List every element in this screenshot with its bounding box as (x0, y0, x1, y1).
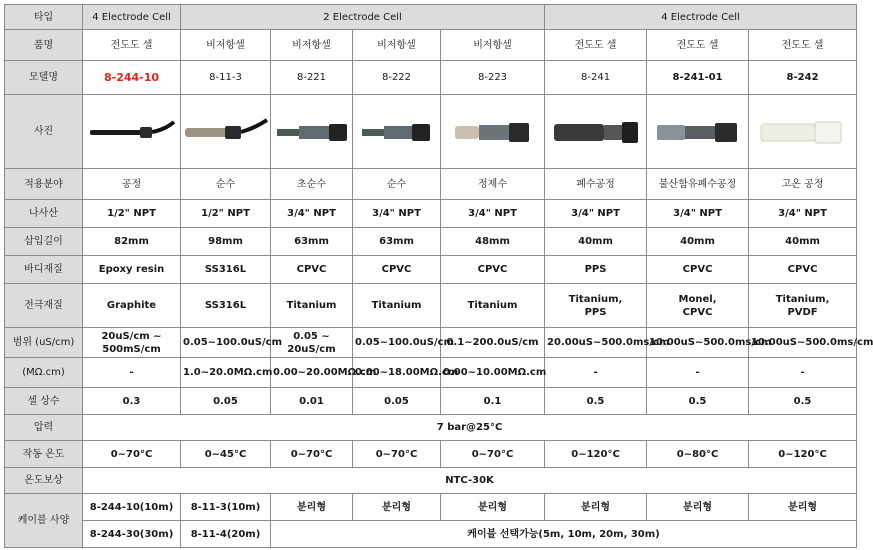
label-thread: 나사산 (5, 200, 83, 228)
electrode-cell: SS316L (181, 284, 271, 328)
body-cell: CPVC (749, 256, 857, 284)
row-pressure (5, 415, 857, 441)
resistivity-cell: 0.00~20.00MΩ.cm (271, 358, 353, 388)
temp-cell: 0~70°C (83, 441, 181, 468)
photo-cell (83, 95, 181, 169)
depth-cell: 40mm (545, 228, 647, 256)
thread-cell: 3/4" NPT (271, 200, 353, 228)
electrode-cell: Titanium, PVDF (749, 284, 857, 328)
photo-cell (181, 95, 271, 169)
label-temp: 작동 온도 (5, 441, 83, 468)
product-cell: 전도도 셀 (647, 30, 749, 61)
temp-cell: 0~70°C (271, 441, 353, 468)
body-cell: Epoxy resin (83, 256, 181, 284)
range-cell: 0.05 ~ 20uS/cm (271, 328, 353, 358)
label-model: 모델명 (5, 61, 83, 95)
photo-cell (647, 95, 749, 169)
application-cell: 폐수공정 (545, 169, 647, 200)
thread-cell: 3/4" NPT (545, 200, 647, 228)
constant-cell: 0.05 (181, 388, 271, 415)
body-cell: CPVC (271, 256, 353, 284)
thread-cell: 3/4" NPT (749, 200, 857, 228)
label-body: 바디재질 (5, 256, 83, 284)
range-cell: 0.05~100.0uS/cm (353, 328, 441, 358)
resistivity-cell: - (545, 358, 647, 388)
label-product: 품명 (5, 30, 83, 61)
resistivity-cell: - (647, 358, 749, 388)
label-constant: 셀 상수 (5, 388, 83, 415)
temp-cell: 0~45°C (181, 441, 271, 468)
model-cell: 8-221 (271, 61, 353, 95)
body-cell: CPVC (647, 256, 749, 284)
constant-cell: 0.05 (353, 388, 441, 415)
row-resistivity (5, 358, 857, 388)
cable-cell: 8-11-4(20m) (181, 521, 271, 548)
label-application: 적용분야 (5, 169, 83, 200)
row-electrode (5, 284, 857, 328)
model-cell: 8-241-01 (647, 61, 749, 95)
row-constant (5, 388, 857, 415)
cable-cell: 분리형 (545, 494, 647, 521)
body-cell: CPVC (441, 256, 545, 284)
label-electrode: 전극재질 (5, 284, 83, 328)
thread-cell: 3/4" NPT (353, 200, 441, 228)
row-thread (5, 200, 857, 228)
model-cell-highlight: 8-244-10 (83, 61, 181, 95)
resistivity-cell: - (83, 358, 181, 388)
electrode-cell: Titanium (271, 284, 353, 328)
graphite-probe-icon (86, 112, 178, 152)
label-pressure: 압력 (5, 415, 83, 441)
depth-cell: 48mm (441, 228, 545, 256)
product-cell: 비저항셀 (181, 30, 271, 61)
cable-cell: 분리형 (271, 494, 353, 521)
constant-cell: 0.1 (441, 388, 545, 415)
photo-cell (353, 95, 441, 169)
temp-cell: 0~80°C (647, 441, 749, 468)
electrode-cell: Titanium (441, 284, 545, 328)
label-cable: 케이블 사양 (5, 494, 83, 548)
cable-option-span: 케이블 선택가능(5m, 10m, 20m, 30m) (271, 521, 857, 548)
pps-probe-icon (550, 112, 642, 152)
cable-cell: 분리형 (647, 494, 749, 521)
depth-cell: 98mm (181, 228, 271, 256)
electrode-cell: Monel, CPVC (647, 284, 749, 328)
constant-cell: 0.3 (83, 388, 181, 415)
compensation-value: NTC-30K (83, 468, 857, 494)
thread-cell: 3/4" NPT (647, 200, 749, 228)
application-cell: 공정 (83, 169, 181, 200)
application-cell: 고온 공정 (749, 169, 857, 200)
constant-cell: 0.5 (545, 388, 647, 415)
application-cell: 순수 (353, 169, 441, 200)
spec-table (4, 4, 873, 548)
constant-cell: 0.01 (271, 388, 353, 415)
cable-cell: 분리형 (353, 494, 441, 521)
application-cell: 순수 (181, 169, 271, 200)
white-cpvc-probe-icon (757, 112, 849, 152)
range-cell: 10.00uS~500.0ms/cm (647, 328, 749, 358)
label-compensation: 온도보상 (5, 468, 83, 494)
cable-cell: 분리형 (441, 494, 545, 521)
model-cell: 8-223 (441, 61, 545, 95)
depth-cell: 40mm (749, 228, 857, 256)
cable-cell: 분리형 (749, 494, 857, 521)
label-type: 타입 (5, 5, 83, 30)
resistivity-cell: 0.00~10.00MΩ.cm (441, 358, 545, 388)
row-model (5, 61, 857, 95)
product-cell: 비저항셀 (271, 30, 353, 61)
photo-cell (545, 95, 647, 169)
constant-cell: 0.5 (749, 388, 857, 415)
range-cell: 10.00uS~500.0ms/cm (749, 328, 857, 358)
depth-cell: 63mm (271, 228, 353, 256)
model-cell: 8-241 (545, 61, 647, 95)
cpvc-probe-icon (653, 112, 743, 152)
temp-cell: 0~70°C (353, 441, 441, 468)
photo-cell (441, 95, 545, 169)
cable-cell: 8-244-30(30m) (83, 521, 181, 548)
row-cable-1 (5, 494, 857, 521)
resistivity-cell: - (749, 358, 857, 388)
cpvc-probe-icon (358, 112, 436, 152)
depth-cell: 63mm (353, 228, 441, 256)
cable-cell: 8-244-10(10m) (83, 494, 181, 521)
row-type (5, 5, 857, 30)
row-depth (5, 228, 857, 256)
model-cell: 8-242 (749, 61, 857, 95)
row-photo (5, 95, 857, 169)
type-4electrode: 4 Electrode Cell (83, 5, 181, 30)
photo-cell (271, 95, 353, 169)
product-cell: 비저항셀 (441, 30, 545, 61)
type-2electrode: 2 Electrode Cell (181, 5, 545, 30)
temp-cell: 0~70°C (441, 441, 545, 468)
range-cell: 20uS/cm ~ 500mS/cm (83, 328, 181, 358)
depth-cell: 40mm (647, 228, 749, 256)
product-cell: 전도도 셀 (545, 30, 647, 61)
photo-cell (749, 95, 857, 169)
depth-cell: 82mm (83, 228, 181, 256)
cpvc-probe-icon (273, 112, 353, 152)
thread-cell: 1/2" NPT (83, 200, 181, 228)
label-range: 범위 (uS/cm) (5, 328, 83, 358)
model-cell: 8-222 (353, 61, 441, 95)
type-4electrode-b: 4 Electrode Cell (545, 5, 857, 30)
thread-cell: 3/4" NPT (441, 200, 545, 228)
label-depth: 삽입길이 (5, 228, 83, 256)
resistivity-cell: 0.00~18.00MΩ.cm (353, 358, 441, 388)
stainless-probe-icon (183, 112, 269, 152)
electrode-cell: Graphite (83, 284, 181, 328)
product-cell: 전도도 셀 (749, 30, 857, 61)
constant-cell: 0.5 (647, 388, 749, 415)
model-cell: 8-11-3 (181, 61, 271, 95)
thread-cell: 1/2" NPT (181, 200, 271, 228)
range-cell: 0.05~100.0uS/cm (181, 328, 271, 358)
label-resistivity: (MΩ.cm) (5, 358, 83, 388)
application-cell: 불산함유폐수공정 (647, 169, 749, 200)
row-cable-2 (5, 521, 857, 548)
temp-cell: 0~120°C (545, 441, 647, 468)
row-compensation (5, 468, 857, 494)
row-range (5, 328, 857, 358)
pressure-value: 7 bar@25°C (83, 415, 857, 441)
temp-cell: 0~120°C (749, 441, 857, 468)
row-product (5, 30, 857, 61)
row-body (5, 256, 857, 284)
product-cell: 전도도 셀 (83, 30, 181, 61)
range-cell: 0.1~200.0uS/cm (441, 328, 545, 358)
application-cell: 정제수 (441, 169, 545, 200)
row-temp (5, 441, 857, 468)
body-cell: CPVC (353, 256, 441, 284)
cpvc-probe-icon (451, 112, 535, 152)
body-cell: PPS (545, 256, 647, 284)
body-cell: SS316L (181, 256, 271, 284)
row-application (5, 169, 857, 200)
product-cell: 비저항셀 (353, 30, 441, 61)
electrode-cell: Titanium (353, 284, 441, 328)
label-photo: 사진 (5, 95, 83, 169)
range-cell: 20.00uS~500.0ms/cm (545, 328, 647, 358)
electrode-cell: Titanium, PPS (545, 284, 647, 328)
cable-cell: 8-11-3(10m) (181, 494, 271, 521)
application-cell: 초순수 (271, 169, 353, 200)
resistivity-cell: 1.0~20.0MΩ.cm (181, 358, 271, 388)
